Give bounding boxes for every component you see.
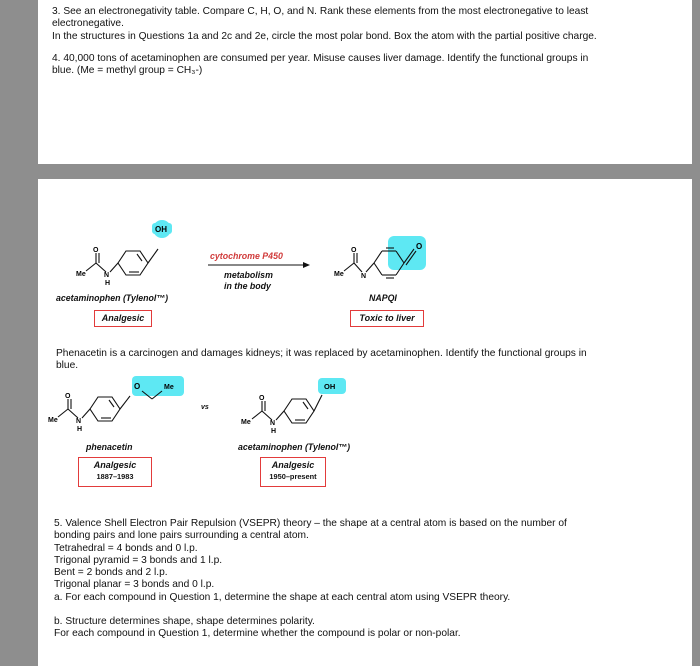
vs-label: vs — [201, 404, 209, 411]
product-label-box — [350, 310, 424, 327]
acet2-atom-h: H — [271, 428, 277, 435]
arrow-below-line-1: metabolism — [224, 270, 273, 280]
q3-line-1: 3. See an electronegativity table. Compare C, H, O, and N. Rank these elements from the most electronegative to least — [52, 6, 589, 17]
vsepr-line-4: Trigonal pyramid = 3 bonds and 1 l.p. — [54, 554, 223, 566]
vsepr-line-9: For each compound in Question 1, determine whether the compound is polar or non-polar. — [54, 628, 461, 640]
acetaminophen-label-box-2 — [260, 457, 326, 487]
phenacetin-line-1: Phenacetin is a carcinogen and damages kidneys; it was replaced by acetaminophen. Identify the functional groups in — [56, 348, 587, 359]
acetaminophen-years: 1950–present — [269, 472, 317, 481]
phenacetin-box-text: Analgesic — [93, 460, 137, 470]
q4-line-2: blue. (Me = methyl group = CH₃-) — [52, 65, 203, 77]
reactant-name: acetaminophen (Tylenol™) — [56, 293, 169, 303]
acetaminophen-name-2: acetaminophen (Tylenol™) — [238, 442, 351, 452]
reactant-box-text: Analgesic — [101, 313, 145, 323]
phen-atom-me: Me — [48, 417, 58, 424]
vsepr-line-1: 5. Valence Shell Electron Pair Repulsion (VSEPR) theory – the shape at a central atom is based on the number of — [54, 518, 567, 529]
phenacetin-label-box — [78, 457, 152, 487]
vsepr-line-8: b. Structure determines shape, shape determines polarity. — [54, 616, 315, 628]
acet2-atom-me: Me — [241, 419, 251, 426]
vsepr-line-2: bonding pairs and lone pairs surrounding a central atom. — [54, 530, 309, 542]
phen-atom-me-2: Me — [164, 384, 174, 391]
acet2-atom-n: N — [270, 420, 276, 427]
napqi-atom-o: O — [351, 247, 357, 254]
atom-h: H — [105, 280, 111, 287]
napqi-atom-me: Me — [334, 271, 344, 278]
phen-atom-o: O — [65, 393, 71, 400]
phen-atom-o-2: O — [134, 382, 141, 391]
atom-me: Me — [76, 271, 86, 278]
product-box-text: Toxic to liver — [359, 313, 415, 323]
atom-oh: OH — [155, 225, 167, 234]
reactant-label-box — [94, 310, 152, 327]
atom-o: O — [93, 247, 99, 254]
vsepr-line-3: Tetrahedral = 4 bonds and 0 l.p. — [54, 542, 198, 554]
arrow-below-line-2: in the body — [224, 281, 271, 291]
vsepr-line-6: Trigonal planar = 3 bonds and 0 l.p. — [54, 579, 215, 591]
q4-line-1: 4. 40,000 tons of acetaminophen are consumed per year. Misuse causes liver damage. Identify the functional groups in — [52, 52, 589, 64]
phen-atom-n: N — [76, 418, 82, 425]
vsepr-line-5: Bent = 2 bonds and 2 l.p. — [54, 567, 168, 579]
acet2-atom-o: O — [259, 395, 265, 402]
questions-panel-top — [38, 0, 692, 164]
phen-atom-h: H — [77, 426, 83, 433]
napqi-atom-n: N — [361, 273, 367, 280]
vsepr-line-7: a. For each compound in Question 1, determine the shape at each central atom using VSEPR theory. — [54, 591, 511, 603]
phenacetin-paragraph — [56, 348, 676, 373]
vsepr-section — [54, 518, 684, 641]
napqi-atom-o-2: O — [416, 242, 423, 251]
acet2-atom-oh: OH — [324, 382, 336, 391]
acetaminophen-box-text-2: Analgesic — [271, 460, 315, 470]
atom-n: N — [104, 272, 110, 279]
questions-panel-bottom — [38, 179, 692, 666]
phenacetin-name: phenacetin — [86, 442, 133, 452]
phenacetin-years: 1887–1983 — [96, 472, 134, 481]
product-name: NAPQI — [369, 293, 397, 303]
q3-line-3: In the structures in Questions 1a and 2c and 2e, circle the most polar bond. Box the atom with the partial positive charge. — [52, 30, 597, 42]
enzyme-label: cytochrome P450 — [210, 251, 283, 261]
q3-line-2: electronegative. — [52, 18, 124, 30]
phenacetin-line-2: blue. — [56, 360, 79, 372]
